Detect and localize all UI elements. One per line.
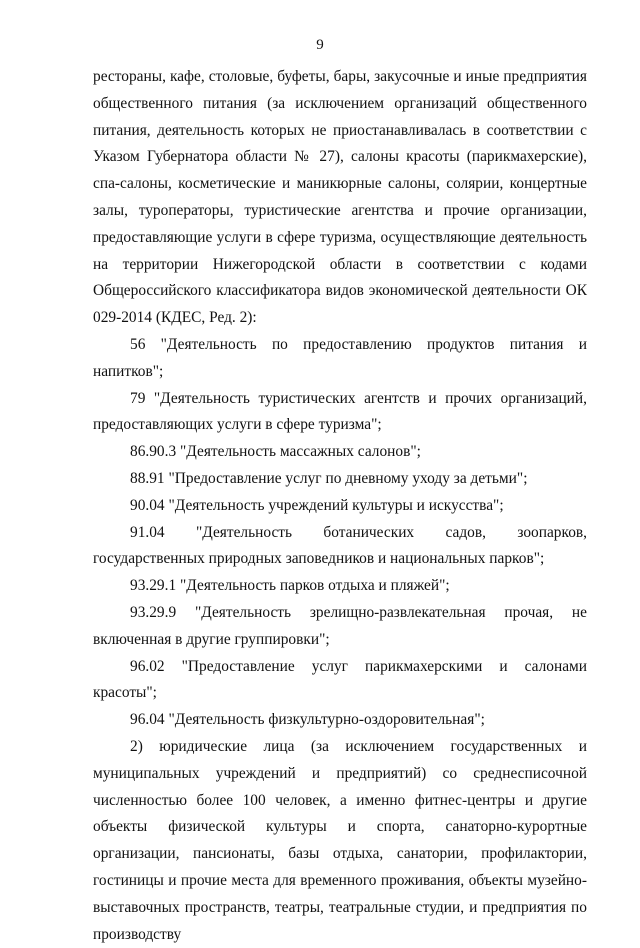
paragraph-okved-79: 79 "Деятельность туристических агентств и прочих организаций, предоставляющих услуги в сфере туризма"; — [93, 389, 587, 434]
paragraph-okved-56: 56 "Деятельность по предоставлению продуктов питания и напитков"; — [93, 335, 587, 380]
page-number: 9 — [316, 37, 324, 53]
paragraph-okved-93-29-9: 93.29.9 "Деятельность зрелищно-развлекательная прочая, не включенная в другие группировки"; — [93, 603, 587, 648]
paragraph-okved-91-04: 91.04 "Деятельность ботанических садов, зоопарков, государственных природных заповедников и национальных парков"; — [93, 523, 587, 568]
paragraph-okved-90-04: 90.04 "Деятельность учреждений культуры и искусства"; — [130, 496, 504, 514]
document-body — [93, 64, 587, 948]
paragraph-okved-96-04: 96.04 "Деятельность физкультурно-оздоровительная"; — [130, 711, 485, 729]
paragraph-business-list: рестораны, кафе, столовые, буфеты, бары, закусочные и иные предприятия общественного питания (за исключением организаций общественного питания, деятельность которых не приостанавливалась в соответствии с Указом Губернатора области № 27), салоны красоты (парикмахерские), спа-салоны, косметические и маникюрные салоны, солярии, концертные залы, туроператоры, туристические агентства и прочие организации, предоставляющие услуги в сфере туризма, осуществляющие деятельность на территории Нижегородской области в соответствии с кодами Общероссийского классификатора видов экономической деятельности ОК 029-2014 (КДЕС, Ред. 2): — [93, 68, 587, 327]
paragraph-okved-86-90-3: 86.90.3 "Деятельность массажных салонов"; — [130, 443, 421, 461]
paragraph-okved-96-02: 96.02 "Предоставление услуг парикмахерскими и салонами красоты"; — [93, 657, 587, 702]
paragraph-legal-entities: 2) юридические лица (за исключением государственных и муниципальных учреждений и предприятий) со среднесписочной численностью более 100 человек, а именно фитнес-центры и другие объекты физической культуры и спорта, санаторно-курортные организации, пансионаты, базы отдыха, санатории, профилактории, гостиницы и прочие места для временного проживания, объекты музейно-выставочных пространств, театры, театральные студии, и предприятия по производству — [93, 737, 587, 943]
paragraph-okved-93-29-1: 93.29.1 "Деятельность парков отдыха и пляжей"; — [130, 577, 450, 595]
paragraph-okved-88-91: 88.91 "Предоставление услуг по дневному уходу за детьми"; — [130, 469, 528, 487]
